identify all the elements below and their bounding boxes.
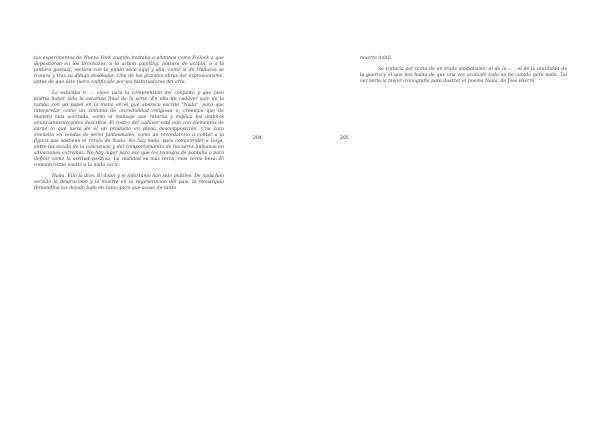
left-paragraph-2: La estampa n. ... clave para la comprensión del conjunto y que bien podría haber sido la estampa final de la serie. En ella un cadáver sale de la tumba con un papel en la mano en el que aparece escrito "Nada", para que interpretar como un síntoma de incredulidad religiosa o, creemos que de manera más acertada, como el mensaje que retorna y explica los ámbitos anunciamiento antes descritos. El rostro del cadáver está aún con elementos de carne lo que lucra de él un producto en plena descomposición. Una cara envuelta en vendas de seres fantasmales, como un recordatorio a contar a la figura que sostiene el rótulo de Nada. No hay nada, para comprender a Goya, entre las escala de la conciencia y del comportamiento de los seres humanos en situaciones extremas. No hay lugar para eso que los teólogos de pantalla o para definir como la actitud positiva. La realidad es más terca, más cerca besa. El romanticismo vuelto a la nada vacío. — [34, 91, 224, 168]
right-page — [300, 0, 600, 424]
right-paragraph-2: Se trataría por tanto de un triple simbolismo, el de la ... , el de la inutilidad de la guerra y el que nos habla de que una vez acabado todo no ha cabido para nada. Tal vez sería la mejor iconografía para ilustrar el poema Nada, de José Hierro. — [360, 67, 567, 84]
left-page-text-column — [34, 56, 224, 197]
right-page-number: 205 — [340, 136, 349, 141]
right-page-text-column — [360, 56, 567, 90]
left-page-number: 204 — [253, 136, 262, 141]
right-paragraph-1: muerte inútil. — [360, 56, 393, 61]
left-paragraph-3: Nada. Ello lo dice. El dolor y el infortunio han sido inútiles. De nada han servido la destrucción y la muerte en la regeneración del país, la monarquía fernandina los dejado todo en vano; pero que acaso de tanta — [34, 174, 224, 191]
left-paragraph-1: tas experimentos de Nueva York cuando invitaba a alumnos como Pollock a que depositaran en los brochazos, a la action painting: pintura de acción, o a la pintura gestual, rectora con la punta seca aquí y allá, como si de trallazos se tratara y tras su dibujo desolador. Una de las grandes obras del expresionismo, antes de que éste fuera codificado por los historiadores del arte. — [34, 56, 224, 85]
